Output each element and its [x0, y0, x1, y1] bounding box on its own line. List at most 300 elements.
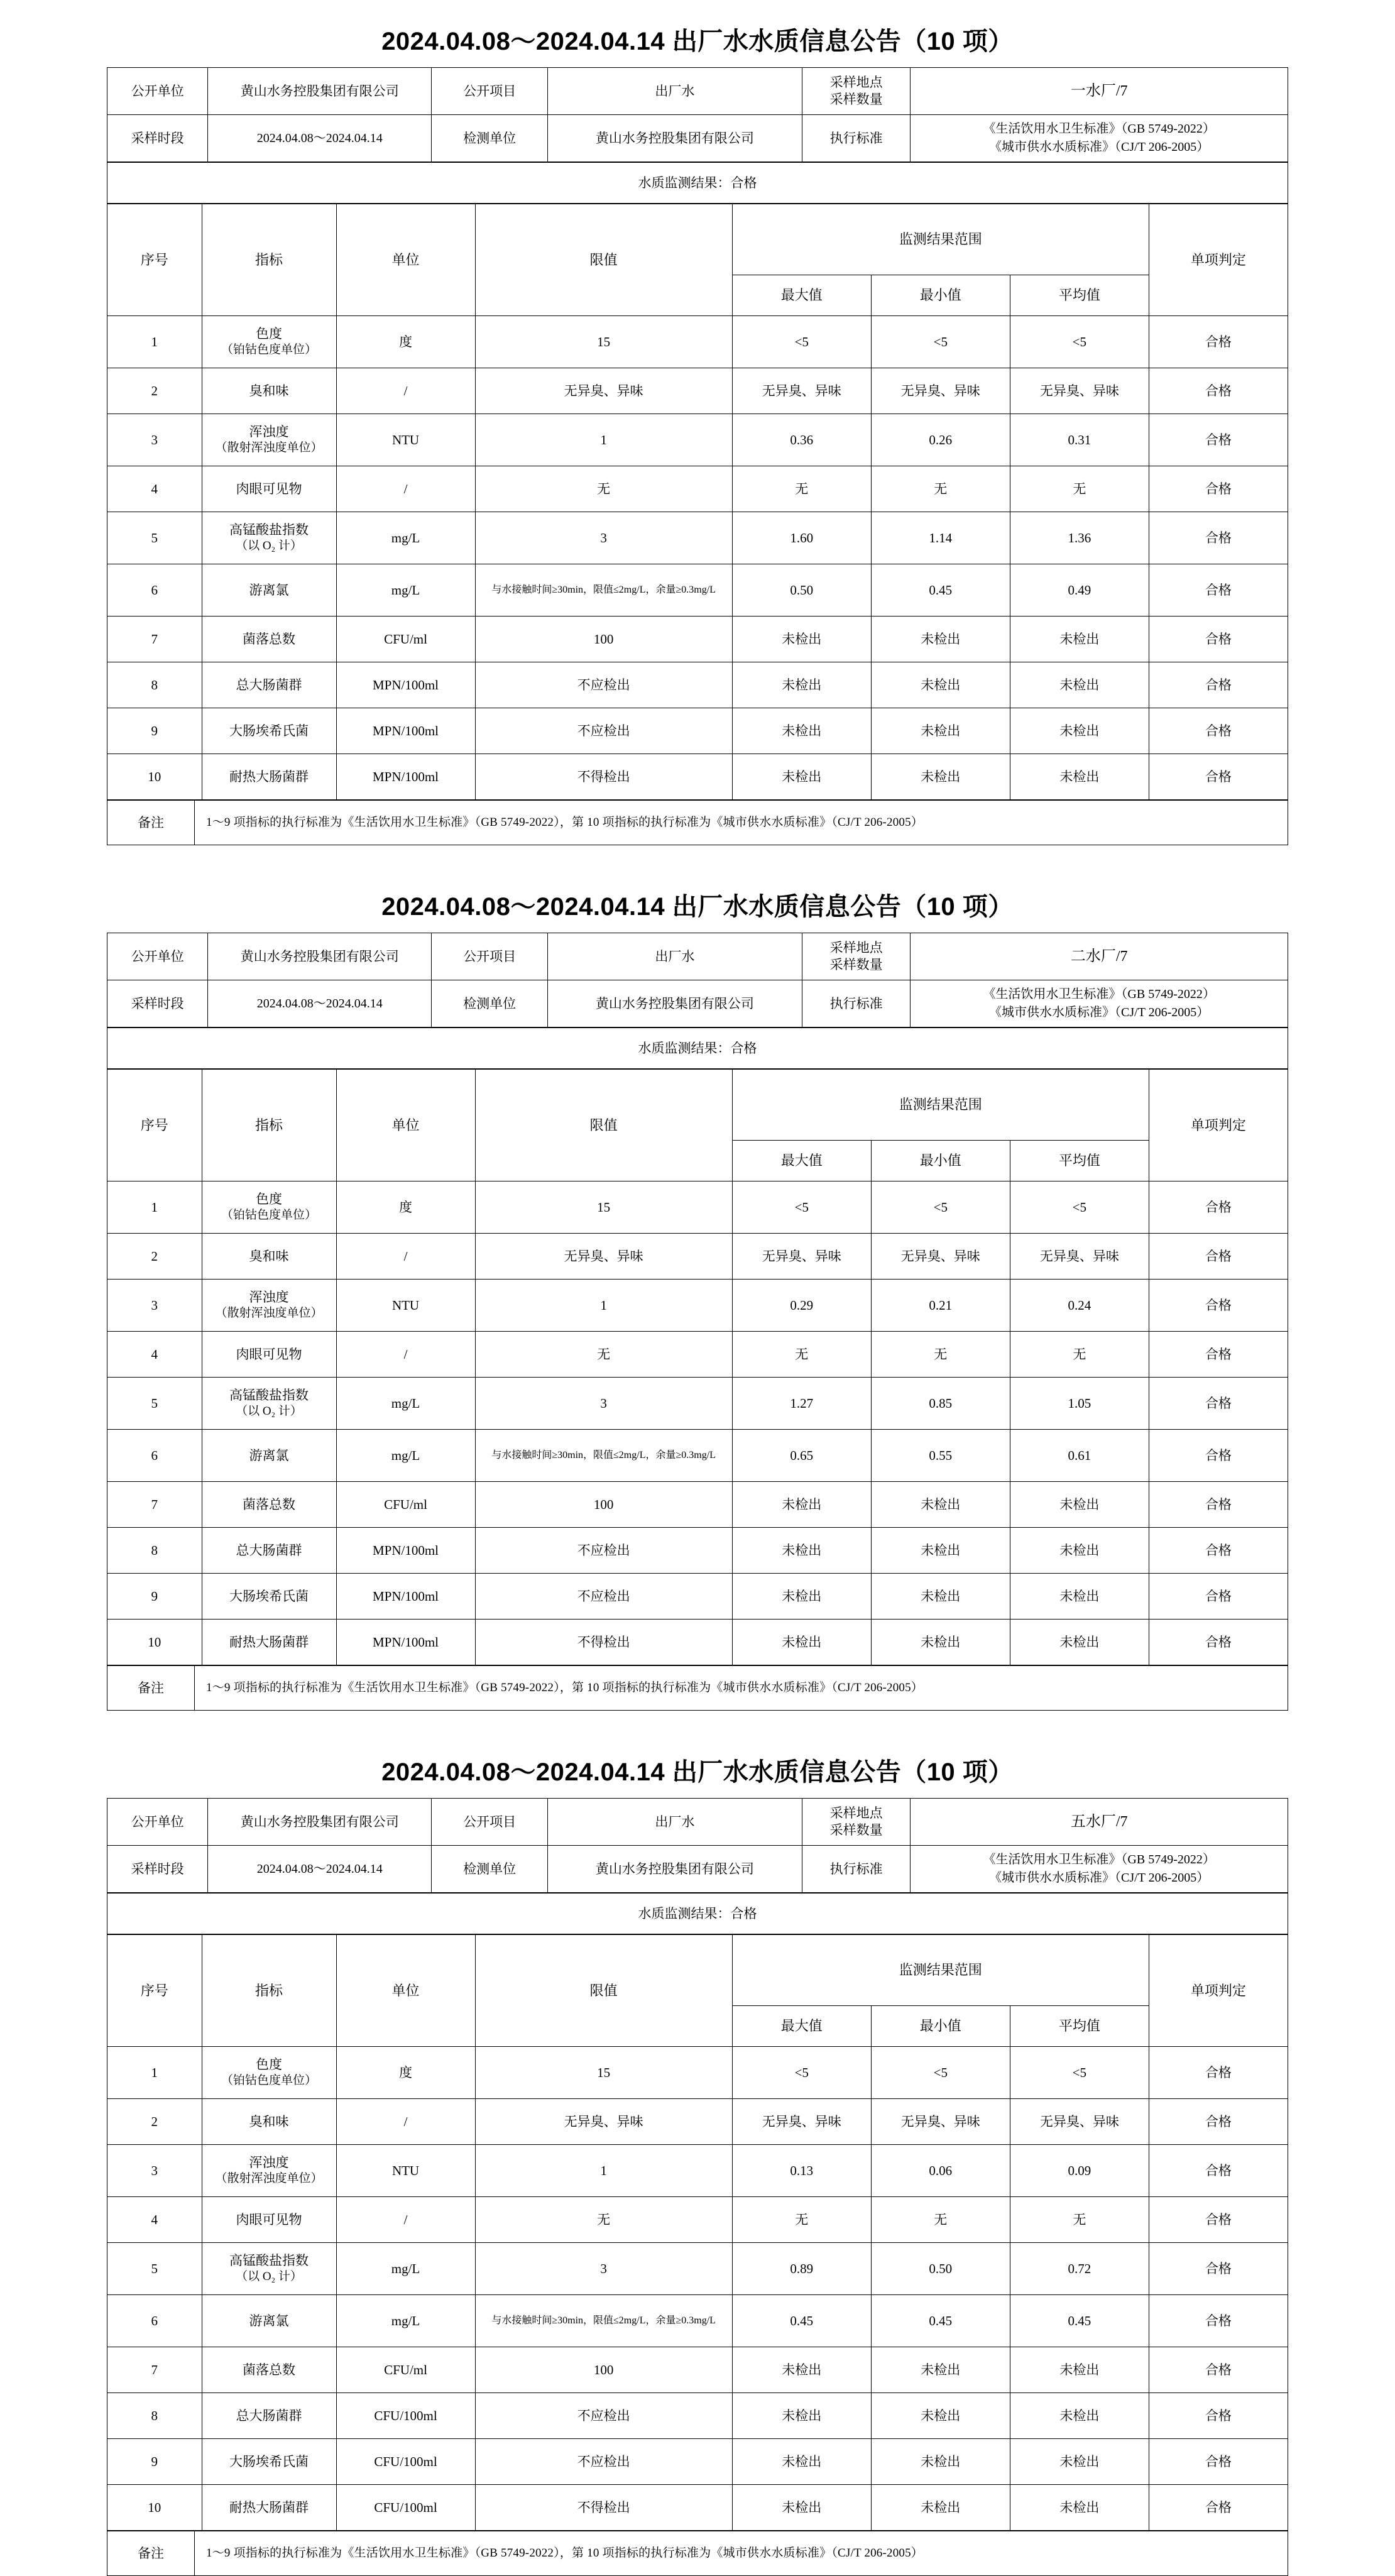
cell-unit: CFU/100ml — [336, 2393, 475, 2439]
cell-avg: 无 — [1010, 2197, 1149, 2243]
cell-no: 3 — [107, 414, 202, 466]
cell-limit: 不得检出 — [475, 754, 732, 800]
index-qualifier: （散射浑浊度单位） — [215, 441, 323, 455]
summary-text: 水质监测结果：合格 — [107, 1894, 1288, 1934]
index-name: 浑浊度 — [249, 1290, 289, 1305]
cell-no: 9 — [107, 1574, 202, 1620]
publish-unit-label: 公开单位 — [107, 1799, 208, 1846]
standard-label: 执行标准 — [802, 115, 910, 162]
th-unit: 单位 — [336, 204, 475, 316]
cell-unit: 度 — [336, 2047, 475, 2099]
cell-unit: CFU/ml — [336, 617, 475, 662]
cell-avg: 0.24 — [1010, 1280, 1149, 1332]
table-row — [107, 414, 1288, 466]
publish-unit-label: 公开单位 — [107, 68, 208, 115]
standard-value — [911, 980, 1288, 1028]
cell-limit: 无 — [475, 1332, 732, 1378]
th-limit: 限值 — [475, 204, 732, 316]
table-row — [107, 708, 1288, 754]
cell-judge: 合格 — [1149, 2485, 1288, 2531]
index-qualifier: （散射浑浊度单位） — [215, 1307, 323, 1320]
cell-judge: 合格 — [1149, 466, 1288, 512]
cell-max: 0.36 — [732, 414, 871, 466]
cell-judge: 合格 — [1149, 368, 1288, 414]
cell-index: 耐热大肠菌群 — [202, 2485, 336, 2531]
th-max: 最大值 — [732, 2006, 871, 2047]
index-qualifier: （以 O₂ 计） — [236, 2270, 302, 2284]
cell-max: 无异臭、异味 — [732, 368, 871, 414]
cell-judge: 合格 — [1149, 1574, 1288, 1620]
index-name: 高锰酸盐指数 — [229, 1388, 309, 1403]
report-separator — [0, 845, 1395, 882]
sample-site-label-line2: 采样数量 — [829, 957, 883, 972]
cell-avg: 无 — [1010, 1332, 1149, 1378]
cell-avg: 未检出 — [1010, 2485, 1149, 2531]
table-row — [107, 2243, 1288, 2295]
cell-no: 8 — [107, 662, 202, 708]
cell-avg: 未检出 — [1010, 2393, 1149, 2439]
test-unit-label: 检测单位 — [432, 115, 548, 162]
cell-unit: 度 — [336, 1181, 475, 1234]
cell-index — [202, 1181, 336, 1234]
cell-unit: MPN/100ml — [336, 1574, 475, 1620]
table-row — [107, 2393, 1288, 2439]
cell-index — [202, 2243, 336, 2295]
cell-no: 3 — [107, 2145, 202, 2197]
th-limit: 限值 — [475, 1935, 732, 2047]
sample-site-value: 二水厂/7 — [911, 933, 1288, 980]
cell-unit: CFU/100ml — [336, 2485, 475, 2531]
cell-avg: 未检出 — [1010, 1620, 1149, 1665]
cell-avg: <5 — [1010, 1181, 1149, 1234]
standard-line-1: 《生活饮用水卫生标准》（GB 5749-2022） — [983, 1853, 1215, 1866]
meta-row-1 — [107, 933, 1288, 980]
cell-unit: CFU/ml — [336, 1482, 475, 1528]
cell-limit: 不应检出 — [475, 2393, 732, 2439]
cell-avg: 1.05 — [1010, 1378, 1149, 1430]
cell-limit: 15 — [475, 2047, 732, 2099]
cell-judge: 合格 — [1149, 1430, 1288, 1482]
cell-no: 7 — [107, 617, 202, 662]
cell-min: 未检出 — [871, 617, 1010, 662]
cell-no: 2 — [107, 368, 202, 414]
sample-site-qty-label — [802, 933, 910, 980]
index-name: 浑浊度 — [249, 2155, 289, 2171]
th-result-range: 监测结果范围 — [732, 1070, 1149, 1141]
cell-avg: 0.72 — [1010, 2243, 1149, 2295]
cell-min: 无 — [871, 2197, 1010, 2243]
publish-unit-label: 公开单位 — [107, 933, 208, 980]
cell-limit: 无 — [475, 2197, 732, 2243]
index-name: 高锰酸盐指数 — [229, 2253, 309, 2269]
cell-index: 肉眼可见物 — [202, 2197, 336, 2243]
cell-avg: 未检出 — [1010, 1482, 1149, 1528]
table-row — [107, 2439, 1288, 2485]
table-row — [107, 316, 1288, 368]
cell-max: 无 — [732, 466, 871, 512]
cell-no: 1 — [107, 1181, 202, 1234]
cell-unit: CFU/100ml — [336, 2439, 475, 2485]
cell-limit: 100 — [475, 1482, 732, 1528]
publish-unit-value: 黄山水务控股集团有限公司 — [208, 1799, 432, 1846]
cell-limit: 与水接触时间≥30min，限值≤2mg/L，余量≥0.3mg/L — [475, 1430, 732, 1482]
standard-line-2: 《城市供水水质标准》（CJ/T 206-2005） — [989, 1871, 1210, 1885]
cell-unit: / — [336, 1332, 475, 1378]
table-row — [107, 1620, 1288, 1665]
cell-min: <5 — [871, 2047, 1010, 2099]
cell-unit: NTU — [336, 1280, 475, 1332]
cell-limit: 不应检出 — [475, 708, 732, 754]
cell-limit: 不应检出 — [475, 1574, 732, 1620]
cell-no: 9 — [107, 2439, 202, 2485]
cell-max: 1.60 — [732, 512, 871, 564]
cell-unit: / — [336, 1234, 475, 1280]
th-unit: 单位 — [336, 1935, 475, 2047]
cell-avg: 未检出 — [1010, 1528, 1149, 1574]
water-quality-report-2 — [107, 882, 1288, 1711]
table-row — [107, 512, 1288, 564]
cell-index — [202, 1280, 336, 1332]
cell-judge: 合格 — [1149, 1332, 1288, 1378]
cell-min: 无异臭、异味 — [871, 1234, 1010, 1280]
th-max: 最大值 — [732, 275, 871, 316]
meta-row-2 — [107, 980, 1288, 1028]
cell-min: 无 — [871, 466, 1010, 512]
table-row — [107, 2347, 1288, 2393]
table-row — [107, 1528, 1288, 1574]
cell-judge: 合格 — [1149, 1181, 1288, 1234]
cell-limit: 3 — [475, 2243, 732, 2295]
cell-unit: NTU — [336, 2145, 475, 2197]
cell-min: 未检出 — [871, 2439, 1010, 2485]
cell-avg: <5 — [1010, 2047, 1149, 2099]
cell-limit: 不得检出 — [475, 1620, 732, 1665]
cell-avg: 未检出 — [1010, 2347, 1149, 2393]
header-row-top — [107, 204, 1288, 275]
cell-index: 总大肠菌群 — [202, 2393, 336, 2439]
cell-index — [202, 2145, 336, 2197]
measurements-table — [107, 204, 1288, 800]
publish-project-value: 出厂水 — [547, 68, 802, 115]
cell-max: 无异臭、异味 — [732, 2099, 871, 2145]
th-avg: 平均值 — [1010, 2006, 1149, 2047]
cell-index: 臭和味 — [202, 2099, 336, 2145]
cell-judge: 合格 — [1149, 2145, 1288, 2197]
cell-max: 未检出 — [732, 2393, 871, 2439]
cell-no: 7 — [107, 2347, 202, 2393]
table-row — [107, 1234, 1288, 1280]
cell-unit: NTU — [336, 414, 475, 466]
test-unit-value: 黄山水务控股集团有限公司 — [547, 980, 802, 1028]
cell-max: 0.45 — [732, 2295, 871, 2347]
cell-judge: 合格 — [1149, 564, 1288, 617]
table-row — [107, 662, 1288, 708]
table-row — [107, 1280, 1288, 1332]
cell-limit: 不应检出 — [475, 662, 732, 708]
cell-max: 未检出 — [732, 1528, 871, 1574]
publish-unit-value: 黄山水务控股集团有限公司 — [208, 933, 432, 980]
cell-max: 0.29 — [732, 1280, 871, 1332]
remarks-text: 1～9 项指标的执行标准为《生活饮用水卫生标准》（GB 5749-2022），第 10 项指标的执行标准为《城市供水水质标准》（CJ/T 206-2005） — [195, 801, 1288, 845]
cell-unit: MPN/100ml — [336, 1620, 475, 1665]
cell-max: <5 — [732, 1181, 871, 1234]
cell-limit: 不应检出 — [475, 1528, 732, 1574]
cell-max: 未检出 — [732, 2439, 871, 2485]
cell-max: 未检出 — [732, 617, 871, 662]
cell-index: 大肠埃希氏菌 — [202, 2439, 336, 2485]
remarks-label: 备注 — [107, 1666, 195, 1711]
cell-index: 总大肠菌群 — [202, 1528, 336, 1574]
cell-avg: 无异臭、异味 — [1010, 2099, 1149, 2145]
cell-no: 10 — [107, 1620, 202, 1665]
cell-avg: 未检出 — [1010, 1574, 1149, 1620]
index-qualifier: （以 O₂ 计） — [236, 1405, 302, 1418]
cell-no: 10 — [107, 2485, 202, 2531]
cell-unit: MPN/100ml — [336, 662, 475, 708]
table-row — [107, 466, 1288, 512]
cell-limit: 1 — [475, 1280, 732, 1332]
standard-label: 执行标准 — [802, 980, 910, 1028]
cell-limit: 与水接触时间≥30min，限值≤2mg/L，余量≥0.3mg/L — [475, 2295, 732, 2347]
table-row — [107, 1378, 1288, 1430]
cell-limit: 不得检出 — [475, 2485, 732, 2531]
cell-judge: 合格 — [1149, 662, 1288, 708]
th-unit: 单位 — [336, 1070, 475, 1181]
cell-min: 未检出 — [871, 2485, 1010, 2531]
cell-judge: 合格 — [1149, 617, 1288, 662]
summary-table — [107, 1028, 1288, 1069]
th-judge: 单项判定 — [1149, 1070, 1288, 1181]
table-head — [107, 204, 1288, 316]
test-unit-value: 黄山水务控股集团有限公司 — [547, 1846, 802, 1893]
cell-min: 未检出 — [871, 2393, 1010, 2439]
cell-no: 6 — [107, 2295, 202, 2347]
cell-judge: 合格 — [1149, 316, 1288, 368]
cell-no: 5 — [107, 1378, 202, 1430]
cell-limit: 不应检出 — [475, 2439, 732, 2485]
cell-no: 10 — [107, 754, 202, 800]
cell-unit: mg/L — [336, 1378, 475, 1430]
th-judge: 单项判定 — [1149, 204, 1288, 316]
cell-min: 未检出 — [871, 708, 1010, 754]
sample-period-label: 采样时段 — [107, 980, 208, 1028]
report-title: 2024.04.08～2024.04.14 出厂水水质信息公告（10 项） — [381, 28, 1014, 55]
table-row — [107, 1430, 1288, 1482]
index-name: 色度 — [256, 326, 282, 342]
cell-judge: 合格 — [1149, 2099, 1288, 2145]
standard-value — [911, 1846, 1288, 1893]
cell-unit: mg/L — [336, 564, 475, 617]
header-row-top — [107, 1070, 1288, 1141]
th-no: 序号 — [107, 204, 202, 316]
cell-index — [202, 512, 336, 564]
cell-limit: 1 — [475, 414, 732, 466]
cell-judge: 合格 — [1149, 2439, 1288, 2485]
cell-no: 5 — [107, 2243, 202, 2295]
report-meta-table — [107, 1798, 1288, 1893]
remarks-label: 备注 — [107, 2531, 195, 2576]
remarks-table — [107, 2531, 1288, 2576]
cell-judge: 合格 — [1149, 1528, 1288, 1574]
th-max: 最大值 — [732, 1141, 871, 1181]
sample-period-value: 2024.04.08～2024.04.14 — [208, 1846, 432, 1893]
th-index: 指标 — [202, 204, 336, 316]
table-row — [107, 1332, 1288, 1378]
index-name: 高锰酸盐指数 — [229, 522, 309, 538]
measurements-table — [107, 1934, 1288, 2531]
summary-table — [107, 1893, 1288, 1934]
cell-max: 未检出 — [732, 662, 871, 708]
cell-min: 未检出 — [871, 662, 1010, 708]
standard-line-2: 《城市供水水质标准》（CJ/T 206-2005） — [989, 1006, 1210, 1019]
table-row — [107, 1181, 1288, 1234]
meta-row-1 — [107, 68, 1288, 115]
standard-label: 执行标准 — [802, 1846, 910, 1893]
cell-limit: 3 — [475, 1378, 732, 1430]
cell-unit: mg/L — [336, 1430, 475, 1482]
index-name: 色度 — [256, 1192, 282, 1207]
test-unit-label: 检测单位 — [432, 1846, 548, 1893]
cell-min: <5 — [871, 1181, 1010, 1234]
cell-limit: 与水接触时间≥30min，限值≤2mg/L，余量≥0.3mg/L — [475, 564, 732, 617]
cell-limit: 15 — [475, 316, 732, 368]
cell-no: 2 — [107, 1234, 202, 1280]
table-row — [107, 564, 1288, 617]
cell-max: 无 — [732, 1332, 871, 1378]
cell-min: 未检出 — [871, 1482, 1010, 1528]
measurements-table — [107, 1069, 1288, 1665]
summary-row — [107, 1028, 1288, 1069]
cell-unit: MPN/100ml — [336, 708, 475, 754]
cell-judge: 合格 — [1149, 2393, 1288, 2439]
cell-min: 0.06 — [871, 2145, 1010, 2197]
cell-max: 未检出 — [732, 1482, 871, 1528]
cell-limit: 3 — [475, 512, 732, 564]
th-limit: 限值 — [475, 1070, 732, 1181]
publish-project-label: 公开项目 — [432, 933, 548, 980]
report-title: 2024.04.08～2024.04.14 出厂水水质信息公告（10 项） — [381, 1758, 1014, 1786]
cell-avg: 未检出 — [1010, 708, 1149, 754]
cell-index: 臭和味 — [202, 1234, 336, 1280]
water-quality-report-1 — [107, 16, 1288, 845]
cell-min: 1.14 — [871, 512, 1010, 564]
cell-unit: / — [336, 368, 475, 414]
cell-min: 未检出 — [871, 1574, 1010, 1620]
cell-min: 未检出 — [871, 1528, 1010, 1574]
water-quality-report-3 — [107, 1747, 1288, 2576]
cell-min: 0.85 — [871, 1378, 1010, 1430]
standard-line-1: 《生活饮用水卫生标准》（GB 5749-2022） — [983, 987, 1215, 1001]
publish-unit-value: 黄山水务控股集团有限公司 — [208, 68, 432, 115]
cell-limit: 15 — [475, 1181, 732, 1234]
th-min: 最小值 — [871, 2006, 1010, 2047]
index-qualifier: （铂钴色度单位） — [221, 343, 317, 357]
remarks-text: 1～9 项指标的执行标准为《生活饮用水卫生标准》（GB 5749-2022），第 10 项指标的执行标准为《城市供水水质标准》（CJ/T 206-2005） — [195, 2531, 1288, 2576]
cell-no: 8 — [107, 1528, 202, 1574]
table-row — [107, 2197, 1288, 2243]
cell-min: 0.55 — [871, 1430, 1010, 1482]
remarks-text: 1～9 项指标的执行标准为《生活饮用水卫生标准》（GB 5749-2022），第 10 项指标的执行标准为《城市供水水质标准》（CJ/T 206-2005） — [195, 1666, 1288, 1711]
standard-line-1: 《生活饮用水卫生标准》（GB 5749-2022） — [983, 122, 1215, 136]
publish-project-value: 出厂水 — [547, 1799, 802, 1846]
th-avg: 平均值 — [1010, 1141, 1149, 1181]
th-result-range: 监测结果范围 — [732, 1935, 1149, 2006]
summary-text: 水质监测结果：合格 — [107, 1028, 1288, 1069]
cell-min: 0.50 — [871, 2243, 1010, 2295]
sample-site-value: 五水厂/7 — [911, 1799, 1288, 1846]
cell-index: 游离氯 — [202, 1430, 336, 1482]
cell-index: 大肠埃希氏菌 — [202, 708, 336, 754]
cell-min: 0.21 — [871, 1280, 1010, 1332]
cell-no: 1 — [107, 2047, 202, 2099]
cell-index — [202, 316, 336, 368]
table-body — [107, 1181, 1288, 1665]
summary-table — [107, 162, 1288, 204]
th-no: 序号 — [107, 1070, 202, 1181]
sample-period-value: 2024.04.08～2024.04.14 — [208, 980, 432, 1028]
cell-min: 未检出 — [871, 2347, 1010, 2393]
cell-no: 1 — [107, 316, 202, 368]
cell-no: 6 — [107, 1430, 202, 1482]
cell-no: 4 — [107, 2197, 202, 2243]
cell-avg: 0.61 — [1010, 1430, 1149, 1482]
cell-unit: / — [336, 2197, 475, 2243]
cell-avg: 未检出 — [1010, 2439, 1149, 2485]
cell-judge: 合格 — [1149, 512, 1288, 564]
cell-min: 未检出 — [871, 754, 1010, 800]
sample-site-label-line1: 采样地点 — [829, 74, 883, 90]
sample-site-label-line1: 采样地点 — [829, 1805, 883, 1821]
cell-avg: <5 — [1010, 316, 1149, 368]
sample-site-value: 一水厂/7 — [911, 68, 1288, 115]
cell-max: 0.50 — [732, 564, 871, 617]
sample-period-label: 采样时段 — [107, 115, 208, 162]
cell-min: 0.26 — [871, 414, 1010, 466]
index-name: 浑浊度 — [249, 424, 289, 440]
publish-project-label: 公开项目 — [432, 68, 548, 115]
cell-limit: 无 — [475, 466, 732, 512]
cell-max: 无异臭、异味 — [732, 1234, 871, 1280]
cell-no: 7 — [107, 1482, 202, 1528]
cell-index: 臭和味 — [202, 368, 336, 414]
table-body — [107, 2047, 1288, 2531]
summary-row — [107, 1894, 1288, 1934]
cell-max: 未检出 — [732, 754, 871, 800]
standard-value — [911, 115, 1288, 162]
report-separator — [0, 1711, 1395, 1747]
sample-period-label: 采样时段 — [107, 1846, 208, 1893]
table-row — [107, 617, 1288, 662]
cell-limit: 无异臭、异味 — [475, 1234, 732, 1280]
cell-judge: 合格 — [1149, 1482, 1288, 1528]
table-row — [107, 2145, 1288, 2197]
cell-max: 未检出 — [732, 1620, 871, 1665]
table-row — [107, 2485, 1288, 2531]
cell-limit: 100 — [475, 617, 732, 662]
index-qualifier: （以 O₂ 计） — [236, 539, 302, 553]
th-no: 序号 — [107, 1935, 202, 2047]
cell-judge: 合格 — [1149, 2295, 1288, 2347]
cell-max: 未检出 — [732, 1574, 871, 1620]
remarks-label: 备注 — [107, 801, 195, 845]
th-min: 最小值 — [871, 1141, 1010, 1181]
cell-avg: 0.31 — [1010, 414, 1149, 466]
cell-unit: MPN/100ml — [336, 754, 475, 800]
sample-site-label-line2: 采样数量 — [829, 92, 883, 107]
remarks-row — [107, 1666, 1288, 1711]
sample-site-label-line2: 采样数量 — [829, 1822, 883, 1838]
sample-site-qty-label — [802, 68, 910, 115]
